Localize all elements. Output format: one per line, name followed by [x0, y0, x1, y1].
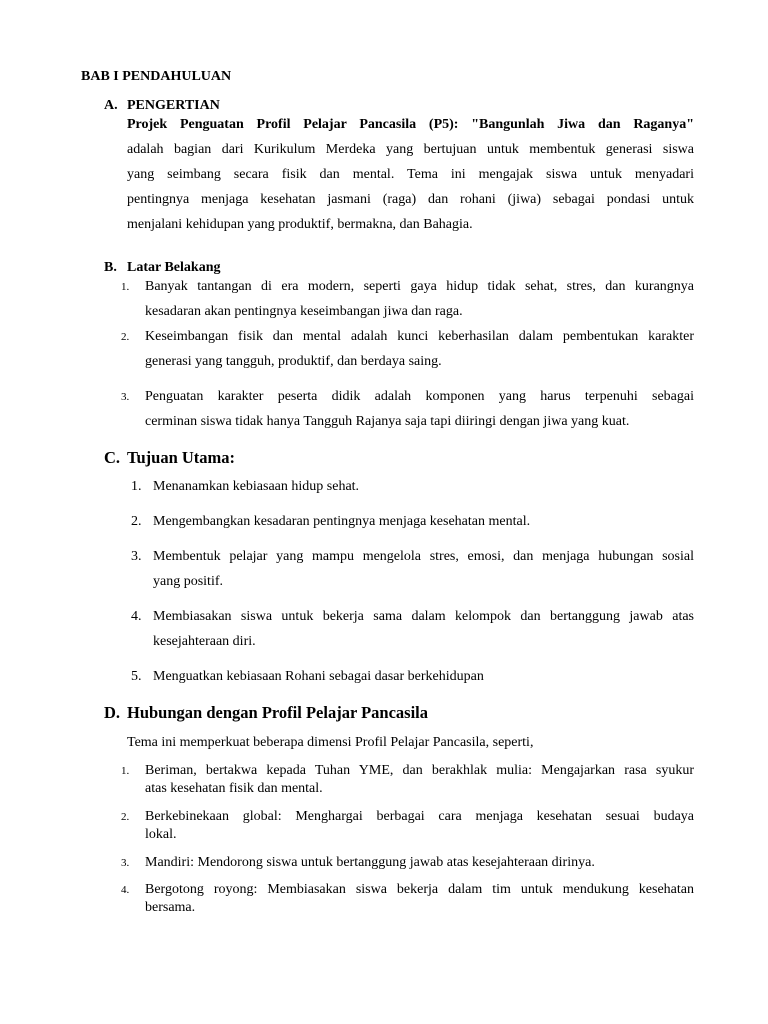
list-item-line: lokal. [145, 827, 177, 842]
section-a-bold-line: Projek Penguatan Profil Pelajar Pancasila (P5): "Bangunlah Jiwa dan Raganya" [127, 117, 694, 132]
chapter-title: BAB I PENDAHULUAN [81, 69, 232, 84]
list-number: 5. [131, 669, 142, 684]
list-number: 1. [121, 281, 130, 293]
section-a-line: menjalani kehidupan yang produktif, bermakna, dan Bahagia. [127, 217, 473, 232]
list-item-line: Beriman, bertakwa kepada Tuhan YME, dan berakhlak mulia: Mengajarkan rasa syukur [145, 763, 694, 778]
list-number: 2. [121, 331, 130, 343]
list-item-line: cerminan siswa tidak hanya Tangguh Rajanya saja tapi diiringi dengan jiwa yang kuat. [145, 414, 630, 429]
list-item-line: Menguatkan kebiasaan Rohani sebagai dasar berkehidupan [153, 669, 484, 684]
list-item-line: generasi yang tangguh, produktif, dan berdaya saing. [145, 354, 442, 369]
section-c-title: Tujuan Utama: [127, 448, 236, 467]
list-number: 1. [131, 479, 142, 494]
list-number: 1. [121, 765, 130, 777]
list-item-line: Mandiri: Mendorong siswa untuk bertanggung jawab atas kesejahteraan dirinya. [145, 855, 595, 870]
section-a-line: adalah bagian dari Kurikulum Merdeka yang bertujuan untuk membentuk generasi siswa [127, 142, 694, 157]
list-item-line: kesejahteraan diri. [153, 634, 256, 649]
list-item-line: Berkebinekaan global: Menghargai berbagai cara menjaga kesehatan sesuai budaya [145, 809, 694, 824]
list-item-line: Keseimbangan fisik dan mental adalah kunci keberhasilan dalam pembentukan karakter [145, 329, 694, 344]
section-a-label: A. [104, 98, 118, 113]
section-d-title: Hubungan dengan Profil Pelajar Pancasila [127, 703, 429, 722]
list-item-line: Mengembangkan kesadaran pentingnya menjaga kesehatan mental. [153, 514, 531, 529]
list-item-line: yang positif. [153, 574, 223, 589]
section-a-title: PENGERTIAN [127, 98, 220, 113]
list-item-line: atas kesehatan fisik dan mental. [145, 781, 323, 796]
list-item-line: Banyak tantangan di era modern, seperti gaya hidup tidak sehat, stres, dan kurangnya [145, 279, 694, 294]
list-number: 4. [121, 884, 130, 896]
list-number: 4. [131, 609, 142, 624]
list-number: 2. [121, 811, 130, 823]
list-number: 3. [121, 391, 130, 403]
section-b-title: Latar Belakang [127, 260, 221, 275]
list-number: 3. [131, 549, 142, 564]
section-b-label: B. [104, 260, 117, 275]
section-c-label: C. [104, 448, 121, 467]
list-item-line: Penguatan karakter peserta didik adalah komponen yang harus terpenuhi sebagai [145, 389, 694, 404]
list-item-line: Bergotong royong: Membiasakan siswa bekerja dalam tim untuk mendukung kesehatan [145, 882, 694, 897]
section-d-intro: Tema ini memperkuat beberapa dimensi Profil Pelajar Pancasila, seperti, [127, 735, 534, 750]
section-a-line: pentingnya menjaga kesehatan jasmani (raga) dan rohani (jiwa) sebagai pondasi untuk [127, 192, 694, 207]
list-number: 3. [121, 857, 130, 869]
list-item-line: Menanamkan kebiasaan hidup sehat. [153, 479, 360, 494]
list-item-line: kesadaran akan pentingnya keseimbangan jiwa dan raga. [145, 304, 463, 319]
list-item-line: Membentuk pelajar yang mampu mengelola stres, emosi, dan menjaga hubungan sosial [153, 549, 694, 564]
list-item-line: Membiasakan siswa untuk bekerja sama dalam kelompok dan bertanggung jawab atas [153, 609, 694, 624]
section-a-line: yang seimbang secara fisik dan mental. Tema ini mengajak siswa untuk menyadari [127, 167, 694, 182]
list-item-line: bersama. [145, 900, 196, 915]
section-d-label: D. [104, 703, 121, 722]
list-number: 2. [131, 514, 142, 529]
